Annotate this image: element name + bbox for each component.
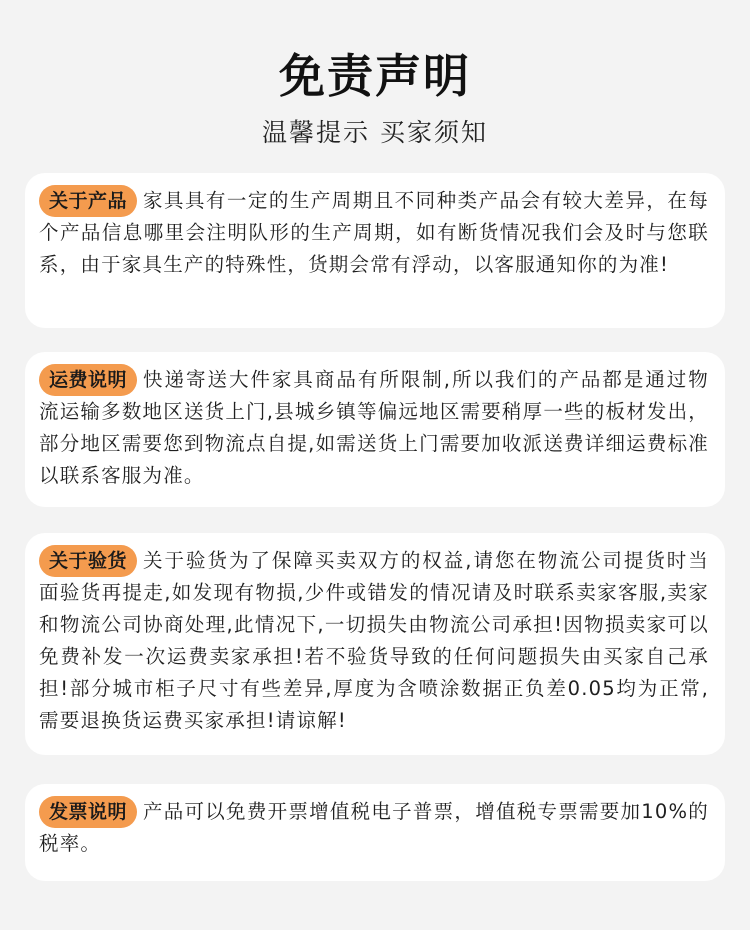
section-card-inspection xyxy=(25,533,725,755)
section-body xyxy=(39,185,709,281)
section-body xyxy=(39,545,709,737)
section-text-invoice: 产品可以免费开票增值税电子普票，增值税专票需要加10%的税率。 xyxy=(39,800,709,855)
section-text-shipping: 快递寄送大件家具商品有所限制,所以我们的产品都是通过物流运输多数地区送货上门,县城乡镇等偏远地区需要稍厚一些的板材发出，部分地区需要您到物流点自提,如需送货上门需要加收派送费详细运费标准以联系客服为准。 xyxy=(39,368,709,487)
page-subtitle: 温馨提示 买家须知 xyxy=(262,118,488,147)
section-badge-inspection: 关于验货 xyxy=(39,545,137,577)
section-text-product: 家具具有一定的生产周期且不同种类产品会有较大差异，在每个产品信息哪里会注明队形的生产周期，如有断货情况我们会及时与您联系，由于家具生产的特殊性，货期会常有浮动，以客服通知你的为准! xyxy=(39,189,709,276)
section-card-invoice xyxy=(25,784,725,881)
section-body xyxy=(39,364,709,492)
section-badge-invoice: 发票说明 xyxy=(39,796,137,828)
section-body xyxy=(39,796,709,860)
section-card-shipping xyxy=(25,352,725,507)
section-badge-shipping: 运费说明 xyxy=(39,364,137,396)
section-text-inspection: 关于验货为了保障买卖双方的权益,请您在物流公司提货时当面验货再提走,如发现有物损,少件或错发的情况请及时联系卖家客服,卖家和物流公司协商处理,此情况下,一切损失由物流公司承担!因物损卖家可以免费补发一次运费卖家承担!若不验货导致的任何问题损失由买家自己承担!部分城市柜子尺寸有些差异,厚度为含喷涂数据正负差0.05均为正常,需要退换货运费买家承担!请谅解! xyxy=(39,549,709,732)
page-title: 免责声明 xyxy=(279,49,471,103)
section-card-product xyxy=(25,173,725,328)
section-badge-product: 关于产品 xyxy=(39,185,137,217)
